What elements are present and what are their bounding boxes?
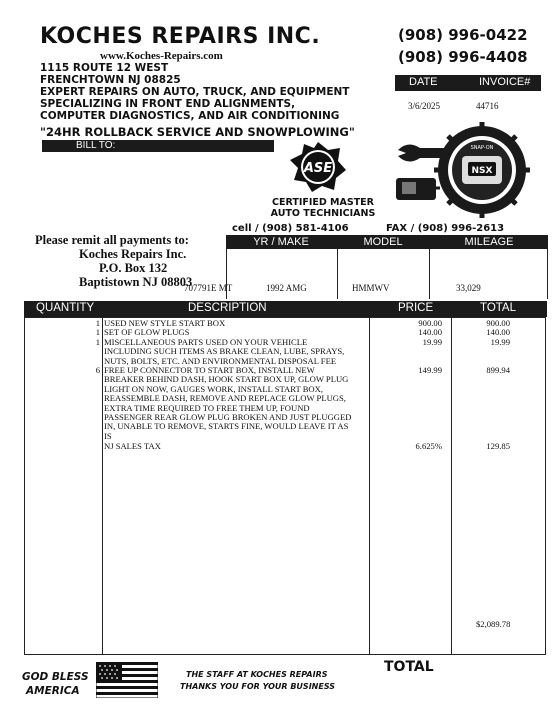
- company-name: KOCHES REPAIRS INC.: [40, 24, 321, 49]
- items-table-header: [24, 301, 547, 317]
- row-total: 140.00: [486, 327, 510, 338]
- invoice-label: INVOICE#: [479, 76, 531, 88]
- row-description: NUTS, BOLTS, ETC. AND ENVIRONMENTAL DISPOSAL FEE: [104, 355, 337, 366]
- bill-to-header: [42, 140, 274, 152]
- row-description: MISCELLANEOUS PARTS USED ON YOUR VEHICLE: [104, 336, 308, 347]
- row-description: INCLUDING SUCH ITEMS AS BRAKE CLEAN, LUBE, SPRAYS,: [104, 346, 345, 357]
- row-price: 149.99: [418, 365, 442, 375]
- company-website: www.Koches-Repairs.com: [100, 50, 223, 62]
- remit-line-1: Please remit all payments to:: [35, 233, 189, 247]
- vehicle-header: [226, 235, 548, 249]
- table-row: [24, 319, 546, 328]
- row-price: 19.99: [422, 336, 442, 347]
- vehicle-divider: [547, 249, 548, 299]
- description-header: DESCRIPTION: [188, 302, 267, 314]
- ase-logo-text: ASE: [303, 161, 333, 176]
- snapon-gear-logo-icon: [392, 122, 532, 218]
- ase-certification: [268, 197, 378, 219]
- price-header: PRICE: [398, 302, 434, 314]
- phone-number-1: (908) 996-0422: [398, 26, 528, 44]
- mileage-label: MILEAGE: [464, 236, 514, 248]
- row-total: 19.99: [490, 336, 510, 347]
- address-line-2: FRENCHTOWN NJ 08825: [40, 74, 181, 86]
- total-header: TOTAL: [480, 302, 516, 314]
- god-bless-line-1: GOD BLESS: [22, 671, 89, 683]
- row-total: 129.85: [486, 440, 510, 451]
- row-description: EXTRA TIME REQUIRED TO FREE THEM UP, FOUND: [104, 402, 310, 413]
- model-label: MODEL: [363, 236, 403, 248]
- services-line-2: SPECIALIZING IN FRONT END ALIGNMENTS,: [40, 98, 296, 110]
- ase-line-1: CERTIFIED MASTER: [271, 197, 374, 208]
- total-label: TOTAL: [384, 659, 434, 675]
- us-flag-icon: [96, 662, 158, 698]
- yr-make-label: YR / MAKE: [253, 236, 309, 248]
- row-quantity: 1: [95, 318, 100, 328]
- bill-to-label: BILL TO:: [76, 140, 116, 151]
- row-price: 900.00: [418, 318, 442, 328]
- snapon-brand-text: SNAP-ON: [470, 145, 494, 151]
- grand-total-value: $2,089.78: [476, 619, 511, 629]
- row-description: IS: [104, 430, 112, 441]
- ase-logo-icon: [288, 140, 348, 194]
- fax-number: FAX / (908) 996-2613: [386, 223, 505, 234]
- row-quantity: 1: [95, 336, 100, 347]
- table-row: [24, 422, 546, 431]
- remit-block: [35, 233, 192, 289]
- invoice-number: 44716: [476, 101, 499, 111]
- date-invoice-header: [395, 75, 541, 91]
- vehicle-mileage: 33,029: [456, 283, 481, 293]
- phone-number-2: (908) 996-4408: [398, 48, 528, 66]
- services-line-1: EXPERT REPAIRS ON AUTO, TRUCK, AND EQUIPMENT: [40, 86, 350, 98]
- company-tagline: "24HR ROLLBACK SERVICE AND SNOWPLOWING": [40, 125, 355, 139]
- row-description: PASSENGER REAR GLOW PLUG BROKEN AND JUST PLUGGED: [104, 412, 352, 422]
- row-description: FREE UP CONNECTOR TO START BOX, INSTALL NEW: [104, 365, 315, 375]
- snapon-badge-text: NSX: [471, 166, 493, 176]
- services-line-3: COMPUTER DIAGNOSTICS, AND AIR CONDITIONING: [40, 110, 340, 122]
- cell-phone: cell / (908) 581-4106: [232, 223, 349, 234]
- row-description: IN, UNABLE TO REMOVE, STARTS FINE, WOULD LEAVE IT AS: [104, 421, 349, 432]
- staff-line-2: THANKS YOU FOR YOUR BUSINESS: [180, 682, 336, 691]
- address-line-1: 1115 ROUTE 12 WEST: [40, 62, 169, 74]
- table-row: [24, 442, 546, 451]
- remit-line-3: P.O. Box 132: [99, 261, 168, 275]
- row-description: USED NEW STYLE START BOX: [104, 318, 226, 328]
- vehicle-divider: [337, 249, 338, 299]
- god-bless-america: [22, 670, 89, 698]
- row-price: 6.625%: [415, 440, 442, 451]
- row-price: 140.00: [418, 327, 442, 338]
- staff-line-1: THE STAFF AT KOCHES REPAIRS: [186, 670, 328, 679]
- remit-line-4: Baptistown NJ 08803: [79, 275, 193, 289]
- quantity-header: QUANTITY: [36, 302, 95, 314]
- row-quantity: 1: [95, 327, 100, 338]
- row-description: SET OF GLOW PLUGS: [104, 327, 190, 338]
- row-description: NJ SALES TAX: [104, 440, 161, 451]
- remit-line-2: Koches Repairs Inc.: [79, 247, 187, 261]
- date-label: DATE: [409, 76, 438, 88]
- vehicle-divider: [429, 249, 430, 299]
- table-row: [24, 432, 546, 441]
- row-description: LIGHT ON NOW, GAUGES WORK, INSTALL START BOX,: [104, 383, 323, 394]
- god-bless-line-2: AMERICA: [26, 685, 80, 697]
- row-total: 899.94: [486, 365, 510, 375]
- staff-thanks: [180, 669, 335, 693]
- row-quantity: 6: [95, 365, 100, 375]
- ase-line-2: AUTO TECHNICIANS: [270, 208, 376, 219]
- row-description: BREAKER BEHIND DASH, HOOK START BOX UP, GLOW PLUG: [104, 374, 349, 385]
- row-total: 900.00: [486, 318, 510, 328]
- invoice-date: 3/6/2025: [408, 101, 441, 111]
- vehicle-yr-make: 1992 AMG: [266, 283, 307, 293]
- vehicle-model: HMMWV: [352, 283, 390, 293]
- vehicle-vin: 707791E MT: [184, 283, 233, 293]
- row-description: REASSEMBLE DASH, REMOVE AND REPLACE GLOW PLUGS,: [104, 393, 346, 404]
